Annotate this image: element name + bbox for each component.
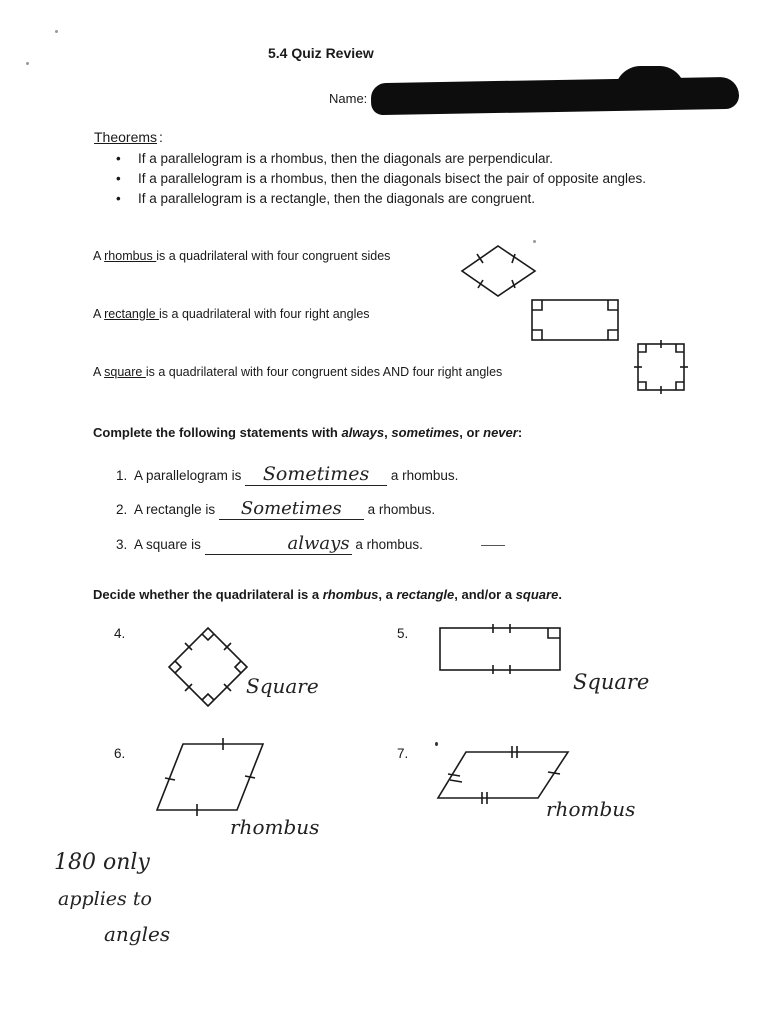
definition-rectangle: A rectangle is a quadrilateral with four right angles xyxy=(93,307,370,321)
square-diagram xyxy=(634,340,690,396)
section-complete-statements: Complete the following statements with always, sometimes, or never: xyxy=(93,425,523,440)
problem-7-parallelogram-diagram xyxy=(436,742,572,804)
problem-4-number: 4. xyxy=(114,626,126,641)
theorem-item: • If a parallelogram is a rhombus, then the diagonals bisect the pair of opposite angles. xyxy=(112,169,672,189)
theorem-item: • If a parallelogram is a rectangle, then the diagonals are congruent. xyxy=(112,189,672,209)
stray-mark xyxy=(481,545,505,546)
statement-3: 3. A square is always a rhombus. xyxy=(116,533,423,554)
page-title: 5.4 Quiz Review xyxy=(268,45,374,61)
scan-speck xyxy=(55,30,58,33)
problem-6-number: 6. xyxy=(114,746,126,761)
problem-7-number: 7. xyxy=(397,746,409,761)
answer-blank: Sometimes xyxy=(245,463,387,486)
theorems-heading: Theorems xyxy=(94,129,158,145)
margin-note-line-3: angles xyxy=(104,922,171,946)
problem-5-rectangle-diagram xyxy=(438,624,564,674)
problem-7-answer: rhombus xyxy=(546,797,636,821)
problem-6-rhombus-diagram xyxy=(155,738,267,814)
rectangle-diagram xyxy=(530,298,622,342)
problem-5-number: 5. xyxy=(397,626,409,641)
problem-4-answer: Square xyxy=(246,674,319,698)
name-redaction xyxy=(371,77,740,115)
theorems-colon: : xyxy=(159,129,163,145)
section-decide-quadrilateral: Decide whether the quadrilateral is a rhombus, a rectangle, and/or a square. xyxy=(93,587,562,602)
margin-note-line-1: 180 only xyxy=(54,850,150,875)
definition-square: A square is a quadrilateral with four congruent sides AND four right angles xyxy=(93,365,503,379)
name-label: Name: xyxy=(329,91,368,106)
problem-4-square-diagram xyxy=(165,625,251,711)
statement-2: 2. A rectangle is Sometimes a rhombus. xyxy=(116,498,436,519)
statement-1: 1. A parallelogram is Sometimes a rhombus. xyxy=(116,463,459,485)
theorem-item: • If a parallelogram is a rhombus, then the diagonals are perpendicular. xyxy=(112,149,672,169)
theorems-list xyxy=(112,149,672,209)
rhombus-diagram xyxy=(460,244,538,300)
scan-speck xyxy=(26,62,29,65)
definition-rhombus: A rhombus is a quadrilateral with four congruent sides xyxy=(93,249,391,263)
scan-speck xyxy=(533,240,536,243)
answer-blank: Sometimes xyxy=(219,498,364,520)
problem-5-answer: Square xyxy=(573,670,650,694)
bullet-icon: • xyxy=(116,151,121,166)
bullet-icon: • xyxy=(116,171,121,186)
margin-note-line-2: applies to xyxy=(58,888,152,910)
bullet-icon: • xyxy=(116,191,121,206)
answer-blank: always xyxy=(205,533,352,555)
problem-6-answer: rhombus xyxy=(230,815,320,839)
scan-speck xyxy=(435,742,438,746)
